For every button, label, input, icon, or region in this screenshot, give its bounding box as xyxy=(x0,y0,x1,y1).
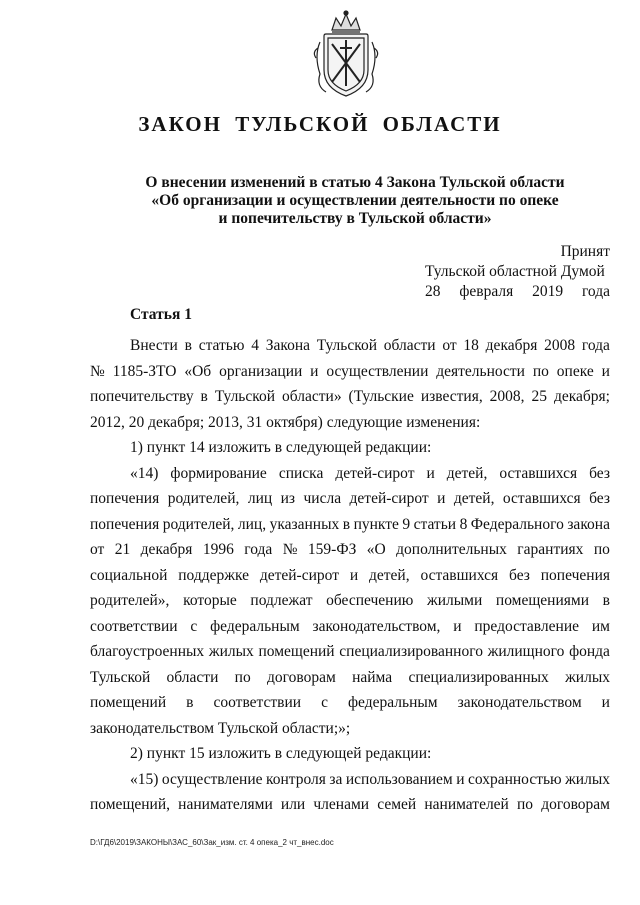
body-line: Внести в статью 4 Закона Тульской области от 18 декабря 2008 года xyxy=(130,337,610,354)
subtitle-line: О внесении изменений в статью 4 Закона Тульской области xyxy=(145,174,565,191)
adoption-year: 2019 xyxy=(532,283,564,300)
subtitle-line: и попечительству в Тульской области» xyxy=(218,210,492,227)
law-title: ЗАКОН ТУЛЬСКОЙ ОБЛАСТИ xyxy=(138,112,502,136)
body-line: Тульской области по договорам найма специализированных жилых xyxy=(90,668,610,686)
body-line: благоустроенных жилых помещений специализированного жилищного фонда xyxy=(90,643,610,660)
adopted-label: Принят xyxy=(560,243,610,260)
body-line: 1) пункт 14 изложить в следующей редакции: xyxy=(130,439,432,456)
adoption-year-word: года xyxy=(581,283,610,300)
adoption-month: февраля xyxy=(459,283,514,300)
body-line: помещений, нанимателями или членами семей нанимателей по договорам xyxy=(90,796,610,813)
body-line: попечительству в Тульской области» (Тульские известия, 2008, 25 декабря; xyxy=(90,388,610,405)
body-line: родителей», которые подлежат обеспечению жилыми помещениями в xyxy=(90,592,610,609)
adoption-date xyxy=(425,282,610,302)
law-subtitle xyxy=(130,174,580,228)
article-heading: Статья 1 xyxy=(130,306,192,323)
adopted-by: Тульской областной Думой xyxy=(425,263,605,280)
tula-coat-of-arms-emblem xyxy=(310,8,382,100)
body-line: «15) осуществление контроля за использованием и сохранностью жилых xyxy=(130,770,610,788)
article-body xyxy=(90,333,610,818)
body-line: попечения родителей, лиц из числа детей-сирот и детей, оставшихся без xyxy=(90,490,610,507)
body-line: помещений в соответствии с федеральным законодательством и xyxy=(90,694,610,711)
subtitle-line: «Об организации и осуществлении деятельности по опеке xyxy=(151,192,559,209)
body-line: № 1185-ЗТО «Об организации и осуществлении деятельности по опеке и xyxy=(90,362,610,380)
body-line: 2012, 20 декабря; 2013, 31 октября) следующие изменения: xyxy=(90,413,481,431)
body-line: «14) формирование списка детей-сирот и детей, оставшихся без xyxy=(130,464,610,482)
adoption-day: 28 xyxy=(425,283,441,300)
adoption-block xyxy=(425,242,610,302)
file-path-footer: D:\ГД6\2019\ЗАКОНЫ\ЗАС_60\Зак_изм. ст. 4 опека_2 чт_внес.doc xyxy=(90,838,334,847)
body-line: 2) пункт 15 изложить в следующей редакции: xyxy=(130,745,432,762)
body-line: социальной поддержке детей-сирот и детей, оставшихся без попечения xyxy=(90,566,610,584)
body-line: законодательством Тульской области;»; xyxy=(90,719,351,737)
body-line: от 21 декабря 1996 года № 159-ФЗ «О дополнительных гарантиях по xyxy=(90,541,610,558)
body-line: соответствии с федеральным законодательством, и предоставление им xyxy=(90,617,610,635)
body-line: попечения родителей, лиц, указанных в пункте 9 статьи 8 Федерального закона xyxy=(90,515,610,533)
